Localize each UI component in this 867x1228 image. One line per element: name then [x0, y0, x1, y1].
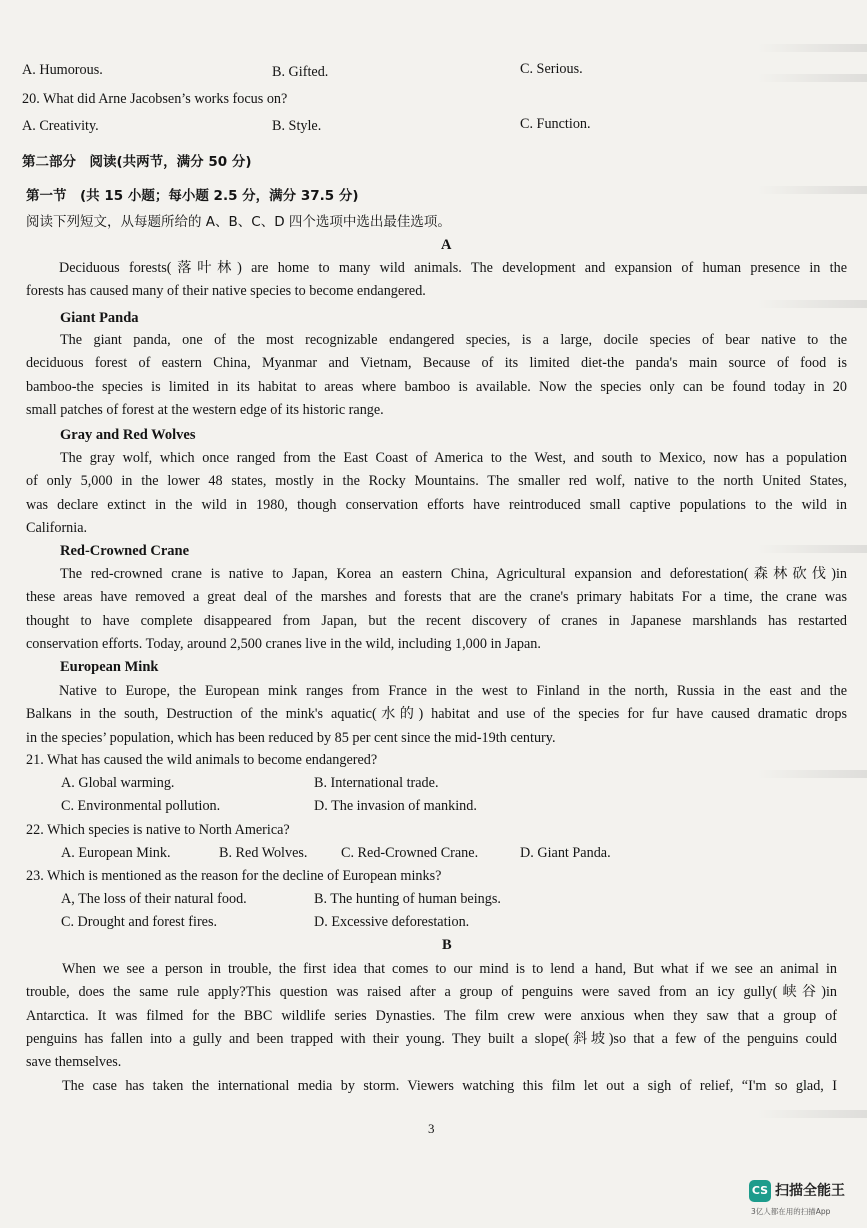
- giant-panda-heading: Giant Panda: [60, 310, 139, 326]
- text-line: When we see a person in trouble, the first idea that comes to our mind is to lend a hand, But what if we see an animal in: [62, 961, 837, 977]
- bleed-through-mark: [757, 770, 867, 778]
- q23-option-b: B. The hunting of human beings.: [314, 891, 501, 907]
- passage-b-paragraph-1: [26, 958, 837, 1074]
- q22-option-d: D. Giant Panda.: [520, 845, 611, 861]
- q20-option-c: C. Function.: [520, 116, 591, 132]
- passage-b-letter: B: [442, 937, 452, 953]
- page-number: 3: [428, 1121, 435, 1136]
- text-line: bamboo-the species is limited in its habitat to areas where bamboo is available. Now the species only can be found today in 20: [26, 378, 847, 395]
- bleed-through-mark: [757, 1110, 867, 1118]
- bleed-through-mark: [757, 186, 867, 194]
- scanner-tagline: 3亿人都在用的扫描App: [751, 1207, 831, 1216]
- q20-option-b: B. Style.: [272, 118, 322, 134]
- q22-question: 22. Which species is native to North America?: [26, 822, 290, 838]
- q19-option-c: C. Serious.: [520, 61, 583, 77]
- text-line: The gray wolf, which once ranged from the East Coast of America to the West, and south to Mexico, now has a population: [60, 450, 847, 466]
- section1-title: 第一节 (共 15 小题；每小题 2.5 分，满分 37.5 分): [26, 188, 359, 204]
- text-line: California.: [26, 519, 88, 536]
- mink-paragraph: [26, 680, 847, 750]
- bleed-through-mark: [757, 74, 867, 82]
- passage-b-paragraph-2: [26, 1075, 837, 1098]
- mink-heading: European Mink: [60, 659, 159, 675]
- text-line: in the species’ population, which has been reduced by 85 per cent since the mid-19th century.: [26, 729, 556, 746]
- scanner-watermark: [749, 1177, 867, 1228]
- text-line: The case has taken the international media by storm. Viewers watching this film let out a sigh of relief, “I'm so glad, I: [62, 1078, 837, 1094]
- text-line: Native to Europe, the European mink ranges from France in the west to Finland in the north, Russia in the east and the: [59, 683, 847, 699]
- q21-question: 21. What has caused the wild animals to become endangered?: [26, 752, 378, 768]
- wolves-heading: Gray and Red Wolves: [60, 427, 196, 443]
- wolves-paragraph: [26, 447, 847, 540]
- q22-option-c: C. Red-Crowned Crane.: [341, 845, 479, 861]
- scanner-app-name: 扫描全能王: [775, 1183, 845, 1199]
- q23-option-d: D. Excessive deforestation.: [314, 914, 470, 930]
- passage-a-letter: A: [441, 237, 452, 253]
- q19-option-a: A. Humorous.: [22, 62, 103, 78]
- q21-option-c: C. Environmental pollution.: [61, 798, 221, 814]
- q23-option-a: A, The loss of their natural food.: [61, 891, 247, 907]
- bleed-through-mark: [757, 545, 867, 553]
- text-line: deciduous forest of eastern China, Myanmar and Vietnam, Because of its limited diet-the panda's main source of food is: [26, 355, 847, 372]
- crane-heading: Red-Crowned Crane: [60, 543, 190, 559]
- q20-option-a: A. Creativity.: [22, 118, 99, 134]
- q22-option-a: A. European Mink.: [61, 845, 171, 861]
- giant-panda-paragraph: [26, 329, 847, 422]
- scanner-logo-icon: CS: [749, 1180, 771, 1202]
- part2-title: 第二部分 阅读(共两节，满分 50 分): [22, 154, 252, 170]
- q21-option-a: A. Global warming.: [61, 775, 175, 791]
- crane-paragraph: [26, 563, 847, 656]
- text-line: Balkans in the south, Destruction of the mink's aquatic(水的) habitat and use of the species for fur have caused dramatic drops: [26, 706, 847, 723]
- q19-option-b: B. Gifted.: [272, 64, 329, 80]
- text-line: trouble, does the same rule apply?This question was raised after a group of penguins were saved from an icy gully(峡谷)in: [26, 984, 837, 1001]
- text-line: The giant panda, one of the most recognizable endangered species, is a large, docile species of bear native to the: [60, 332, 847, 348]
- q21-option-d: D. The invasion of mankind.: [314, 798, 477, 814]
- text-line: forests has caused many of their native species to become endangered.: [26, 283, 426, 300]
- text-line: was declare extinct in the wild in 1980, though conservation efforts have reintroduced small captive populations to the wild in: [26, 496, 847, 513]
- text-line: save themselves.: [26, 1054, 122, 1071]
- q23-question: 23. Which is mentioned as the reason for the decline of European minks?: [26, 868, 442, 884]
- q20-question: 20. What did Arne Jacobsen’s works focus on?: [22, 91, 288, 107]
- passage-a-intro: [26, 257, 847, 304]
- section1-instruction: 阅读下列短文，从每题所给的 A、B、C、D 四个选项中选出最佳选项。: [26, 214, 451, 230]
- text-line: The red-crowned crane is native to Japan, Korea an eastern China, Agricultural expansion and deforestation(森林砍伐)in: [60, 566, 847, 582]
- text-line: penguins has fallen into a gully and been trapped with their young. They built a slope(斜坡)so that a few of the penguins could: [26, 1030, 837, 1047]
- text-line: thought to have complete disappeared from Japan, but the recent discovery of cranes in Japanese marshlands has restarted: [26, 612, 847, 629]
- text-line: Deciduous forests(落叶林) are home to many wild animals. The development and expansion of human presence in the: [59, 260, 847, 276]
- q21-option-b: B. International trade.: [314, 775, 439, 791]
- text-line: of only 5,000 in the lower 48 states, mostly in the Rocky Mountains. The smaller red wolf, native to the north United States,: [26, 473, 847, 490]
- text-line: conservation efforts. Today, around 2,500 cranes live in the wild, including 1,000 in Japan.: [26, 635, 541, 652]
- q23-option-c: C. Drought and forest fires.: [61, 914, 218, 930]
- text-line: small patches of forest at the western edge of its historic range.: [26, 401, 384, 418]
- bleed-through-mark: [757, 44, 867, 52]
- text-line: Antarctica. It was filmed for the BBC wildlife series Dynasties. The film crew were anxious when they saw that a group of: [26, 1007, 837, 1024]
- q22-option-b: B. Red Wolves.: [219, 845, 308, 861]
- text-line: these areas have removed a great deal of the marshes and forests that are the crane's primary habitats For a time, the crane was: [26, 589, 847, 606]
